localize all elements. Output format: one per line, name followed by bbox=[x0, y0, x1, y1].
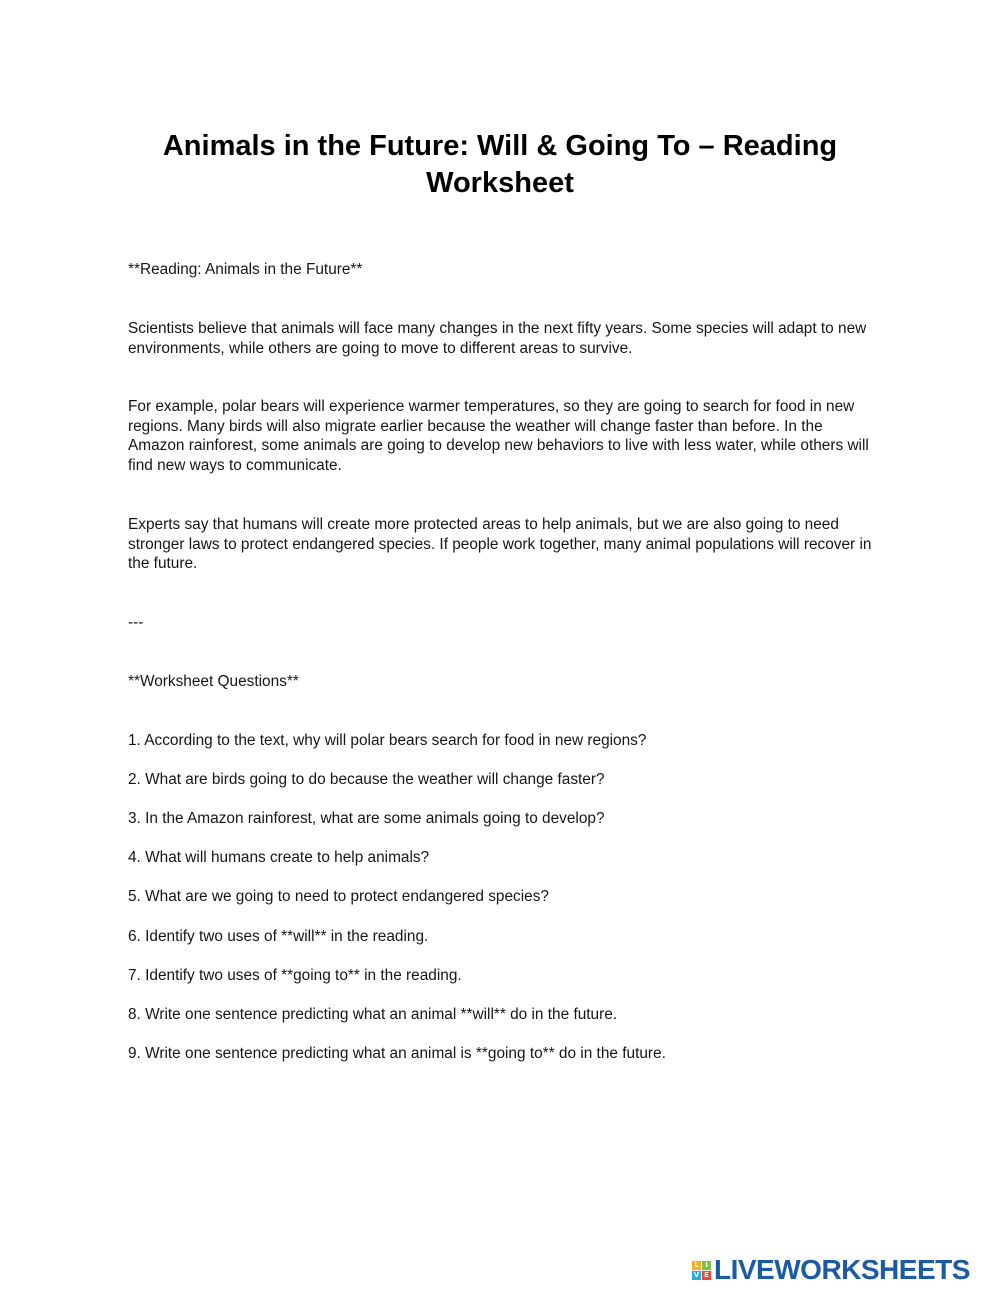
liveworksheets-logo bbox=[692, 1256, 970, 1284]
paragraph-3: Experts say that humans will create more protected areas to help animals, but we are also going to need stronger laws to protect endangered species. If people work together, many animal populations will recover in the future. bbox=[128, 516, 872, 573]
paragraph-1: Scientists believe that animals will face many changes in the next fifty years. Some species will adapt to new environments, while others are going to move to different areas to survive. bbox=[128, 320, 867, 357]
paragraph-2: For example, polar bears will experience warmer temperatures, so they are going to search for food in new regions. Many birds will also migrate earlier because the weather will change faster than before. In the Amazon rainforest, some animals are going to develop new behaviors to live with less water, while others will find new ways to communicate. bbox=[128, 398, 869, 474]
question-item: 8. Write one sentence predicting what an animal **will** do in the future. bbox=[128, 1006, 618, 1023]
liveworksheets-logo-icon: L I V E bbox=[692, 1261, 711, 1280]
question-item: 1. According to the text, why will polar bears search for food in new regions? bbox=[128, 732, 647, 749]
question-item: 6. Identify two uses of **will** in the reading. bbox=[128, 928, 429, 945]
question-item: 7. Identify two uses of **going to** in the reading. bbox=[128, 967, 462, 984]
question-item: 9. Write one sentence predicting what an animal is **going to** do in the future. bbox=[128, 1045, 666, 1062]
separator-line: --- bbox=[128, 614, 144, 631]
liveworksheets-logo-text: LIVEWORKSHEETS bbox=[714, 1254, 970, 1285]
question-item: 4. What will humans create to help animals? bbox=[128, 849, 430, 866]
reading-heading: **Reading: Animals in the Future** bbox=[128, 261, 363, 278]
questions-heading: **Worksheet Questions** bbox=[128, 673, 299, 690]
page-title: Animals in the Future: Will & Going To – Reading Worksheet bbox=[162, 130, 838, 199]
question-item: 3. In the Amazon rainforest, what are some animals going to develop? bbox=[128, 810, 605, 827]
question-item: 5. What are we going to need to protect endangered species? bbox=[128, 888, 549, 905]
question-item: 2. What are birds going to do because the weather will change faster? bbox=[128, 771, 605, 788]
